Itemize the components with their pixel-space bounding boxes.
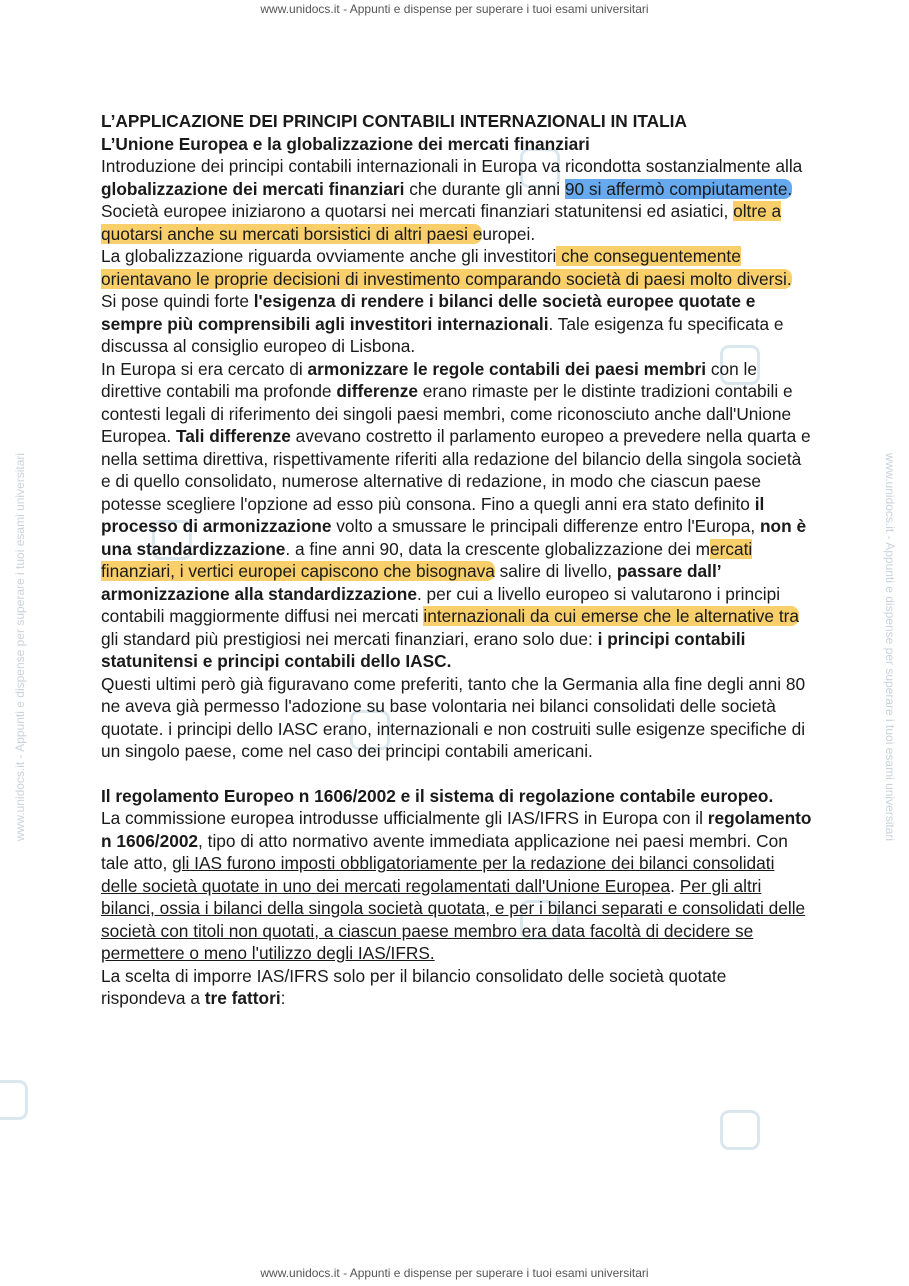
text-span: . a fine anni 90, data la crescente globalizzazione dei m — [285, 538, 710, 559]
spacer — [101, 763, 813, 785]
footer-watermark: www.unidocs.it - Appunti e dispense per superare i tuoi esami universitari — [260, 1266, 649, 1280]
bold-text: Tali differenze — [175, 426, 291, 446]
highlighted-text: che conseguentemente orientavano le proprie decisioni di investimento comparando società di paesi molto diversi. — [101, 246, 792, 289]
left-side-watermark: www.unidocs.it - Appunti e dispense per superare i tuoi esami universitari — [13, 452, 27, 842]
text-span: Si pose quindi forte — [101, 291, 254, 311]
paragraph — [101, 290, 813, 358]
text-span: . per cui a livello europeo si valutarono i principi contabili maggiormente diffusi nei mercati — [101, 583, 781, 626]
bold-text: regolamento n 1606/2002 — [101, 808, 812, 851]
text-span: che durante gli anni — [404, 178, 565, 199]
highlighted-text: internazionali da cui emerse che le alternative tra — [423, 606, 800, 626]
text-span: salire di livello, — [494, 561, 617, 581]
text-span: La scelta di imporre IAS/IFRS solo per il bilancio consolidato delle società quotate rispondeva a — [101, 965, 727, 1008]
bold-text: tre fattori — [204, 988, 281, 1008]
highlighted-text: 90 si affermò compiutamente. — [564, 178, 793, 199]
text-span: . Tale esigenza fu specificata e discussa al consiglio europeo di Lisbona. — [101, 313, 784, 356]
text-span: Introduzione dei principi contabili internazionali in Europa va ricondotta sostanzialmente alla — [101, 156, 803, 176]
paragraph — [101, 200, 813, 245]
unidocs-logo-icon — [0, 1080, 28, 1120]
text-span: erano rimaste per le distinte tradizioni contabili e contesti legali di riferimento dei singoli paesi membri, come riconosciuto anche dall'Unione Europea. — [101, 381, 793, 446]
paragraph: Questi ultimi però già figuravano come preferiti, tanto che la Germania alla fine degli anni 80 ne aveva già permesso l'adozione su base volontaria nei bilanci consolidati delle società quotate. i principi dello IASC erano, internazionali e non costruiti sulle esigenze specifiche di un singolo paese, come nel caso dei principi contabili americani. — [101, 673, 806, 761]
right-side-watermark: www.unidocs.it - Appunti e dispense per superare i tuoi esami universitari — [883, 452, 897, 842]
text-span: , tipo di atto normativo avente immediata applicazione nei paesi membri. Con tale atto, — [101, 830, 788, 873]
text-span: La globalizzazione riguarda ovviamente anche gli investitori — [101, 246, 557, 266]
text-span: avevano costretto il parlamento europeo a prevedere nella quarta e nella settima direttiva, rispettivamente riferiti alla redazione del bilancio della singola società e di quello consolidato, numerose alternative di redazione, in modo che ciascun paese potesse scegliere l'opzione ad esso più consona. Fino a quegli anni era stato definito — [101, 426, 811, 514]
highlighted-text: oltre a quotarsi anche su mercati borsistici di altri paesi e — [101, 201, 782, 244]
bold-text: i principi contabili statunitensi e principi contabili dello IASC. — [101, 628, 746, 671]
text-span: La commissione europea introdusse ufficialmente gli IAS/IFRS in Europa con il — [101, 808, 708, 828]
header-watermark: www.unidocs.it - Appunti e dispense per superare i tuoi esami universitari — [260, 2, 649, 16]
underlined-text: Per gli altri bilanci, ossia i bilanci della singola società quotata, e per i bilanci separati e consolidati delle società con titoli non quotati, a ciascun paese membro era data facoltà di decidere se permettere o meno l'utilizzo degli IAS/IFRS. — [101, 875, 806, 963]
underlined-text: gli IAS furono imposti obbligatoriamente per la redazione dei bilanci consolidati delle società quotate in uno dei mercati regolamentati dall'Unione Europea — [101, 853, 775, 896]
paragraph — [101, 358, 813, 673]
text-span: gli standard più prestigiosi nei mercati finanziari, erano solo due: — [101, 628, 598, 649]
text-span: uropei. — [482, 223, 536, 244]
text-span: In Europa si era cercato di — [101, 358, 308, 379]
paragraph — [101, 807, 813, 965]
paragraph — [101, 155, 813, 200]
section-heading: Il regolamento Europeo n 1606/2002 e il sistema di regolazione contabile europeo. — [101, 785, 774, 806]
text-span: con le direttive contabili ma profonde — [101, 358, 758, 401]
document-body — [101, 110, 813, 1010]
unidocs-logo-icon — [720, 1110, 760, 1150]
bold-text: armonizzare le regole contabili dei paesi membri — [307, 358, 707, 379]
paragraph — [101, 245, 813, 290]
bold-text: non è una standardizzazione — [101, 516, 807, 559]
page-title: L’APPLICAZIONE DEI PRINCIPI CONTABILI INTERNAZIONALI IN ITALIA — [101, 111, 687, 131]
section-subheading: L’Unione Europea e la globalizzazione dei mercati finanziari — [101, 133, 590, 154]
bold-text: passare dall’ armonizzazione alla standardizzazione — [101, 561, 721, 604]
text-span: . — [670, 875, 680, 896]
paragraph — [101, 965, 813, 1010]
text-span: : — [280, 988, 286, 1008]
bold-text: l'esigenza di rendere i bilanci delle società europee quotate e sempre più comprensibili agli investitori internazionali — [101, 291, 756, 334]
highlighted-text: ercati finanziari, i vertici europei capiscono che bisognava — [101, 538, 753, 581]
bold-text: il processo di armonizzazione — [101, 493, 765, 536]
bold-text: globalizzazione dei mercati finanziari — [101, 178, 405, 199]
text-span: Società europee iniziarono a quotarsi nei mercati finanziari statunitensi ed asiatici, — [101, 201, 734, 221]
bold-text: differenze — [336, 381, 418, 401]
text-span: volto a smussare le principali differenze entro l'Europa, — [331, 516, 760, 536]
